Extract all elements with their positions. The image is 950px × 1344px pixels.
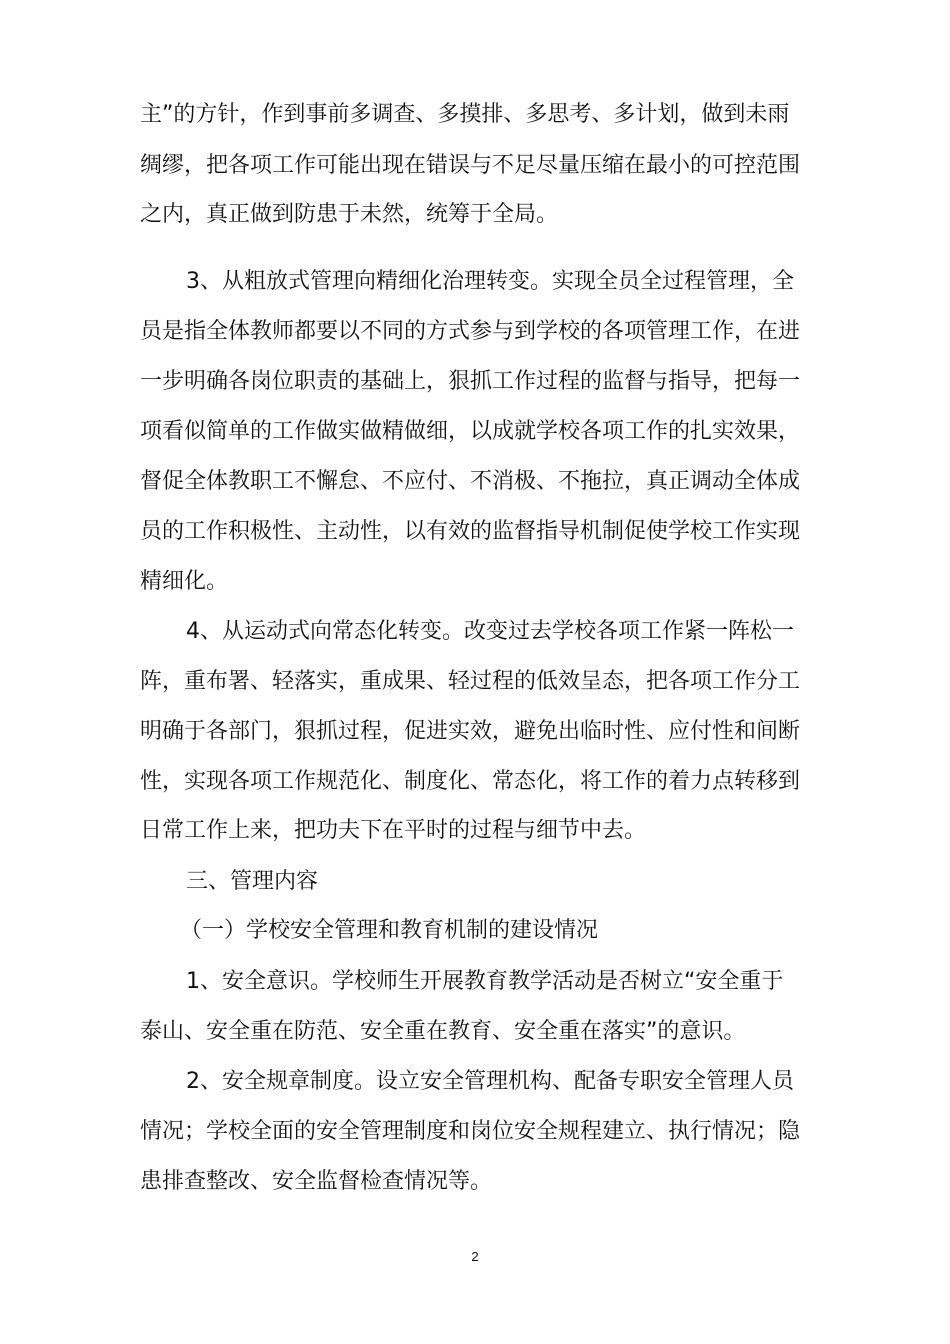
text-line-content: 泰山、安全重在防范、安全重在教育、安全重在落实”的意识。: [140, 1019, 746, 1044]
text-line-content: 2、安全规章制度。设立安全管理机构、配备专职安全管理人员: [186, 1069, 794, 1094]
text-line-content: 4、从运动式向常态化转变。改变过去学校各项工作紧一阵松一: [186, 619, 794, 644]
text-line-content: 员的工作积极性、主动性，以有效的监督指导机制促使学校工作实现: [140, 519, 801, 544]
text-line-content: 明确于各部门，狠抓过程，促进实效，避免出临时性、应付性和间断: [140, 719, 801, 744]
page-number: 2: [471, 1249, 479, 1264]
text-line-content: 日常工作上来，把功夫下在平时的过程与细节中去。: [140, 818, 647, 843]
text-line-content: 主”的方针，作到事前多调查、多摸排、多思考、多计划，做到未雨: [140, 102, 790, 127]
text-line-content: 患排查整改、安全监督检查情况等。: [140, 1169, 493, 1194]
text-line-content: 3、从粗放式管理向精细化治理转变。实现全员全过程管理，全: [186, 269, 794, 294]
text-line-content: 督促全体教职工不懈怠、不应付、不消极、不拖拉，真正调动全体成: [140, 469, 801, 494]
text-line-content: 阵，重布署、轻落实，重成果、轻过程的低效呈态，把各项工作分工: [140, 669, 801, 694]
text-line-content: 精细化。: [140, 569, 229, 594]
text-line-content: 性，实现各项工作规范化、制度化、常态化，将工作的着力点转移到: [140, 769, 801, 794]
text-line-content: 1、安全意识。学校师生开展教育教学活动是否树立“安全重于: [186, 969, 784, 994]
text-line-content: 项看似简单的工作做实做精做细，以成就学校各项工作的扎实效果，: [140, 419, 801, 444]
text-line-content: 情况；学校全面的安全管理制度和岗位安全规程建立、执行情况；隐: [140, 1119, 801, 1144]
subsection-heading-text: （一）学校安全管理和教育机制的建设情况: [180, 918, 599, 943]
text-line-content: 绸缪，把各项工作可能出现在错误与不足尽量压缩在最小的可控范围: [140, 153, 801, 178]
text-line-content: 员是指全体教师都要以不同的方式参与到学校的各项管理工作，在进: [140, 319, 801, 344]
text-line-content: 之内，真正做到防患于未然，统筹于全局。: [140, 202, 559, 227]
text-line-content: 一步明确各岗位职责的基础上，狠抓工作过程的监督与指导，把每一: [140, 369, 801, 394]
section-heading-text: 三、管理内容: [186, 869, 319, 894]
